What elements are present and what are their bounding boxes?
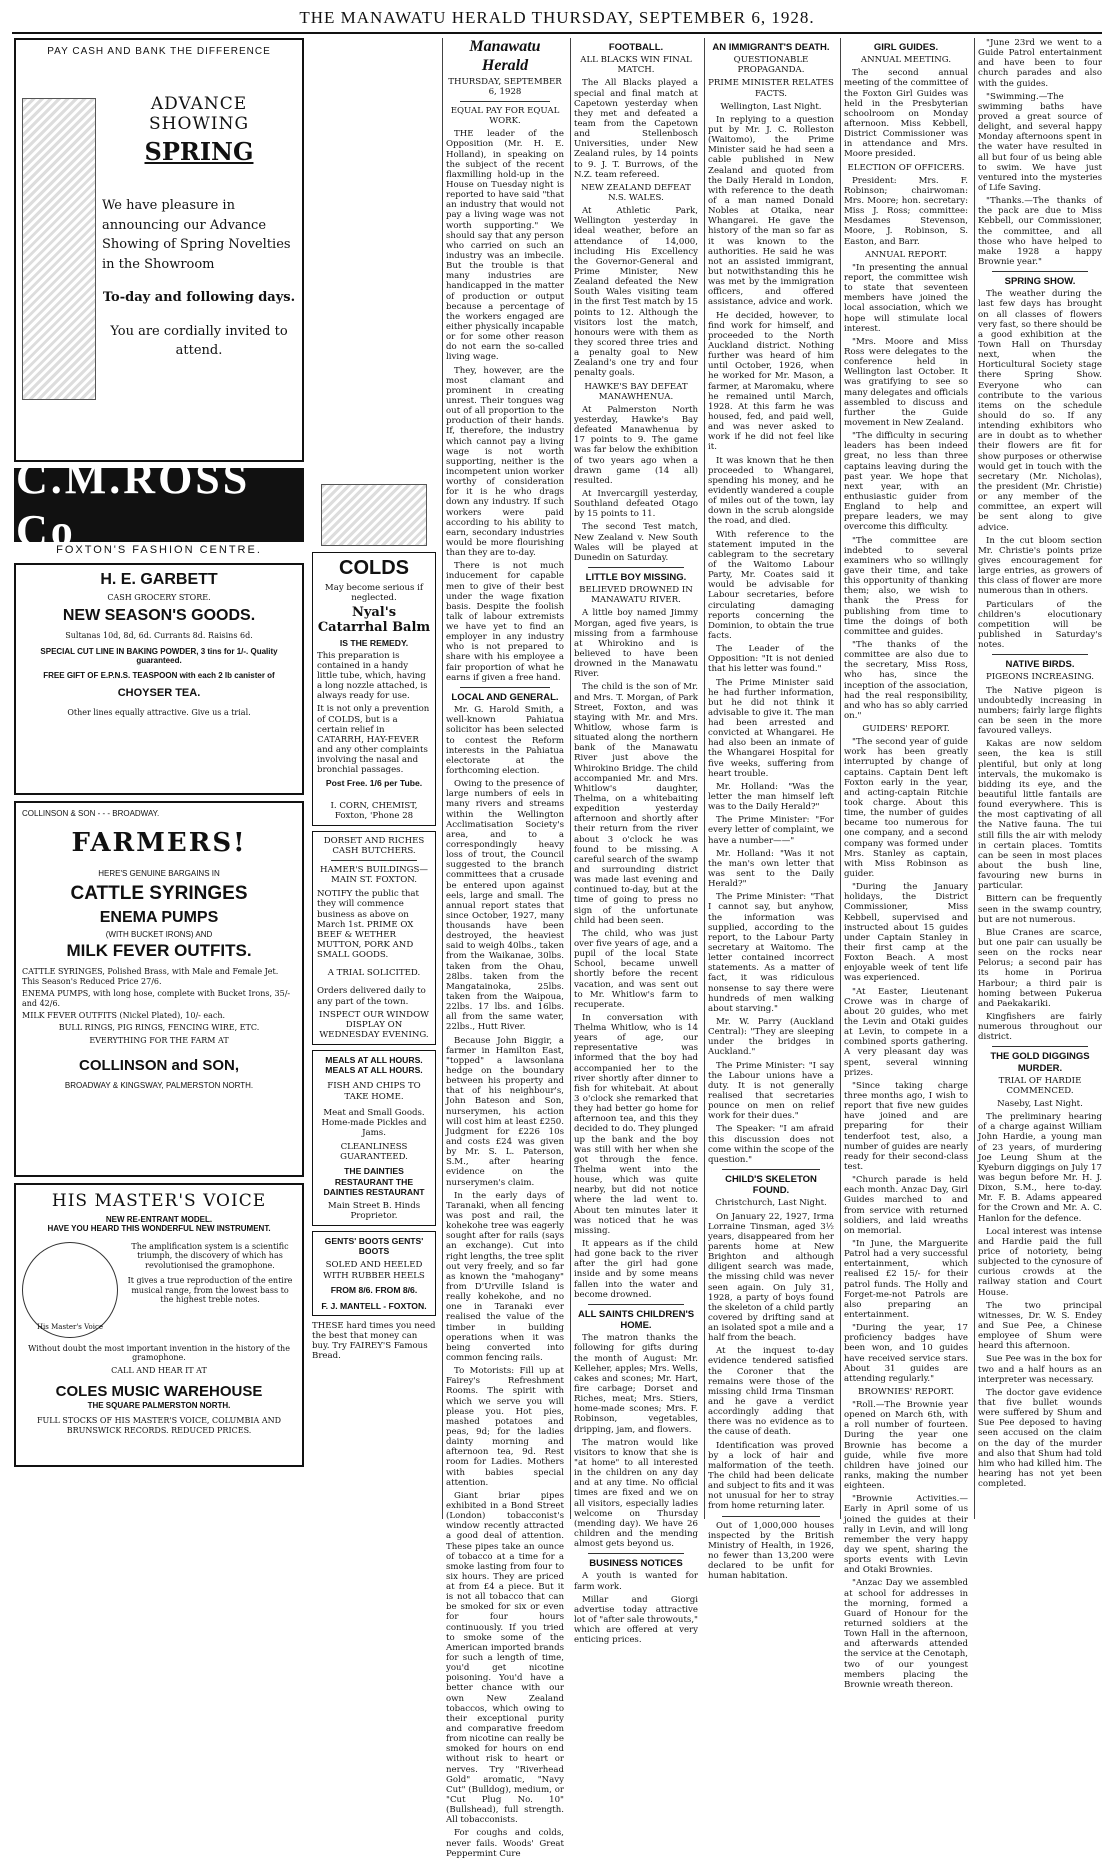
guides-p8: "The second year of guide work has been greatly interrupted by change of captains. Captain Dent left Foxton early in the year, and acting-captain Ritchie took charge. About this time, the number of guides became too numerous for one company, and a second company was formed under Mrs. Stanley as captain, with Miss Robinson as guider. xyxy=(844,737,968,880)
boy-p1: A little boy named Jimmy Morgan, aged five years, is missing from a farmhouse at Whirokino and is believed to have been drowned in the Manawatu River. xyxy=(574,608,698,680)
right-p16: The doctor gave evidence that five bullet wounds were suffered by Shum and Sue Pee deposed to having seen accused on the claim on the day of the murder and also that Shum had told him who had killed him. The hearing has not yet been completed. xyxy=(978,1387,1102,1490)
spring-title: SPRING xyxy=(144,136,254,166)
football-p5: The second Test match, New Zealand v. New South Wales will be played at Dunedin on Saturday. xyxy=(574,522,698,563)
trial-sub: TRIAL OF HARDIE COMMENCED. xyxy=(998,1075,1082,1096)
annual-meeting-sub: ANNUAL MEETING. xyxy=(860,55,952,66)
enema-desc: ENEMA PUMPS, with long hose, complete with Bucket Irons, 35/- and 42/6. xyxy=(22,989,291,1008)
garbett-name: H. E. GARBETT xyxy=(100,570,218,588)
dorset-name: DORSET AND RICHES CASH BUTCHERS. xyxy=(323,835,425,856)
drowned-sub: BELIEVED DROWNED IN MANAWATU RIVER. xyxy=(579,585,693,606)
guides-p14: "During the year, 17 proficiency badges have been won, and 10 guides have received service stars. About 31 guides are attending regularly." xyxy=(844,1323,968,1384)
local-p5: To Motorists: Fill up at Fairey's Refreshment Rooms. The spirit with which we serve you will please you. Hot pies, mashed potatoes and peas, 9d; for the ladies dainty morning and afternoon tea, 9d. Rest room for Ladies. Mothers with babies special attention. xyxy=(446,1366,564,1488)
bull-rings: BULL RINGS, PIG RINGS, FENCING WIRE, ETC. xyxy=(58,1023,260,1033)
business-p1: A youth is wanted for farm work. xyxy=(574,1571,698,1592)
hmv-logo xyxy=(22,1242,118,1338)
guides-p15: "Roll.—The Brownie year opened on March 6th, with a roll number of fourteen. During the year one Brownie has become a guide, while five more children have joined our ranks, making the number eighteen. xyxy=(844,1400,968,1492)
ross-spring-ad xyxy=(14,38,304,462)
other-lines: Other lines equally attractive. Give us a trial. xyxy=(67,707,251,717)
immigrant-p1: In replying to a question put by Mr. J. C. Rolleston (Waitomo), the Prime Minister said he had seen a cable published in New Zealand and quoted from the Daily Herald in London, with reference to the death of a man named Donald Nobles at Otaika, near Whangarei. He gave the history of the man so far as it was known to the authorities. He said he was not an assisted immigrant, but notwithstanding this he was met by the immigration officers, and offered assistance, advice and work. xyxy=(708,114,834,308)
football-p2: At Athletic Park, Wellington yesterday in ideal weather, before an attendance of 14,000, including His Excellency the Governor-General and Prime Minister, New Zealand defeated the New South Wales visiting team in the first Test match by 15 points to 12. Although the visitors lost the match, honours were with them as they scored three tries and a penalty goal to New Zealand's one try and four penalty goals. xyxy=(574,206,698,379)
naseby-dateline: Naseby, Last Night. xyxy=(997,1099,1083,1110)
column-rule xyxy=(570,38,571,1519)
skeleton-p3: Identification was proved by a lock of hair and malformation of the teeth. The child had been delicate and subject to fits and it was not unusual for her to stray from home returning later. xyxy=(708,1440,834,1512)
right-p4: The weather during the last few days has brought on all classes of flowers very fast, so there should be a good exhibition at the Town Hall on Thursday next, when the Horticultural Society stage there Spring Show. Everyone who can contribute to the various items on the schedule should do so. If any intending exhibitors who are in doubt as to whether their flowers are fit for show purposes or otherwise would get in touch with the secretary (Mr. Nicholas), the president (Mr. Christie) or any member of the committee, an expert will be sent along to give advice. xyxy=(978,289,1102,533)
boy-p4: In conversation with Thelma Whitlow, who is 14 years of age, our representative was informed that the boy had accompanied her to the river shortly after dinner to fish for whitebait. At about 3 o'clock she remarked that they had better go home for afternoon tea, and this they decided to do. They plunged up the bank and the boy was still with her when she got through the fence. Thelma went into the house, which was quite nearby, but did not notice where the lad went to. About ten minutes later it was noticed that he was missing. xyxy=(574,1012,698,1236)
dorset-ad xyxy=(312,831,436,1045)
right-p5: In the cut bloom section Mr. Christie's points prize gives encouragement for large entries, as growers of this class of flower are more numerous than in others. xyxy=(978,535,1102,597)
prime-minister-sub: PRIME MINISTER RELATES FACTS. xyxy=(708,78,834,99)
dainties-name: THE DAINTIES RESTAURANT THE DAINTIES RESTAURANT xyxy=(323,1166,425,1197)
hamer-buildings: HAMER'S BUILDINGS—MAIN ST. FOXTON. xyxy=(319,865,429,886)
orders-text: Orders delivered daily to any part of the town. xyxy=(317,986,426,1007)
colds-ad xyxy=(312,552,436,826)
right-p1: "June 23rd we went to a Guide Patrol entertainment and have been to four church parades and also with the guides. xyxy=(978,38,1102,89)
immigrant-p3: It was known that he then proceeded to Whangarei, spending his money, and he evidently wandered a couple of miles out of the town, lay down in the scrub alongside the road, and died. xyxy=(708,455,834,527)
football-heading: FOOTBALL. xyxy=(608,42,664,53)
everything-farm: EVERYTHING FOR THE FARM AT xyxy=(89,1035,229,1045)
right-p7: The Native pigeon is undoubtedly increasing in numbers; fairly large flights can be seen in the more favoured valleys. xyxy=(978,685,1102,737)
skeleton-p2: At the inquest to-day evidence tendered satisfied the Coroner that the remains were those of the missing child Irma Tinsman and he gave a verdict accordingly adding that there was no evidence as to the cause of death. xyxy=(708,1346,834,1438)
full-stocks: FULL STOCKS OF HIS MASTER'S VOICE, COLUMBIA AND BRUNSWICK RECORDS. REDUCED PRICES. xyxy=(36,1416,282,1435)
farmers-heading: FARMERS! xyxy=(71,828,247,859)
sultanas-line: Sultanas 10d, 8d, 6d. Currants 8d. Raisins 6d. xyxy=(65,631,253,641)
column-guides xyxy=(844,38,968,1690)
right-p11: Kingfishers are fairly numerous throughout our district. xyxy=(978,1011,1102,1043)
guides-p13: "In June, the Marguerite Patrol had a very successful entertainment, which realised £2 15/- for their patrol funds. The Holly and Forget-me-not Patrols are also preparing an entertainment. xyxy=(844,1238,968,1320)
housing-p: Out of 1,000,000 houses inspected by the British Ministry of Health, in 1926, no fewer than 13,200 were declared to be unfit for human habitation. xyxy=(708,1520,834,1582)
all-blacks-sub: ALL BLACKS WIN FINAL MATCH. xyxy=(580,55,692,76)
not-only-text: It is not only a prevention of COLDS, but is a certain relief in CATARRH, HAY-FEVER and any other complaints involving the nasal and bronchial passages. xyxy=(317,704,430,776)
prep-text: This preparation is contained in a handy little tube, which, having a long nozzle attached, is always ready for use. xyxy=(317,650,428,702)
guides-p2: President: Mrs. F. Robinson; chairwoman: Mrs. Moore; hon. secretary: Miss J. Ross; committee: Mesdames Stevenson, Moore, J. Robinson, S. Easton, and Barr. xyxy=(844,175,968,247)
trial-solicited: A TRIAL SOLICITED. xyxy=(327,968,421,979)
guides-p1: The second annual meeting of the committee of the Foxton Girl Guides was held in the Presbyterian schoolroom on Monday afternoon. Miss Kebbell, District Commissioner was in attendance and Mrs. Moore presided. xyxy=(844,68,968,160)
column-rule xyxy=(704,38,705,1519)
right-p2: "Swimming.—The swimming baths have proved a great source of delight, and several happy Monday afternoons spent in the water have resulted in all but four of us being able to swim. We have just ventured into the mysteries of Life Saving. xyxy=(978,91,1102,193)
cattle-syringes: CATTLE SYRINGES xyxy=(70,882,248,904)
hawkes-bay-sub: HAWKE'S BAY DEFEAT MANAWHENUA. xyxy=(584,381,688,402)
equal-pay-heading: EQUAL PAY FOR EQUAL WORK. xyxy=(450,106,560,127)
choyser-tea: CHOYSER TEA. xyxy=(117,686,201,699)
true-repro-text: It gives a true reproduction of the entire musical range, from the lowest bass to the highest treble notes. xyxy=(127,1276,293,1305)
foxton-phone: Foxton, 'Phone 28 xyxy=(334,810,414,821)
local-p6: Giant briar pipes exhibited in a Bond Street (London) tobacconist's window recently attracted a good deal of attention. These pipes take an ounce of tobacco at a time for a smoke lasting from four to six hours. They are priced at from £4 a piece. But it is not all tobacco that can be smoked for six or even for four hours continuously. If you tried to smoke some of the American imported brands for such a length of time, you'd get nicotine poisoning. You'd have a better chance with our own New Zealand tobaccos, which owing to their exceptional purity and comparative freedom from nicotine can really be smoked for hours on end without risk to heart or nerves. Try "Riverhead Gold" aromatic, "Navy Cut" (Bulldog), medium, or "Cut Plug No. 10" (Bullshead), full strength. All tobacconists. xyxy=(446,1490,564,1826)
immigrant-p4: With reference to the statement imputed in the cablegram to the secretary of the Waitomo Labour Party, Mr. Coates said it would be advisable for Labour secretaries, before circulating damaging reports concerning the Dominion, to obtain the true facts. xyxy=(708,529,834,641)
immigrant-p11: Mr. W. Parry (Auckland Central): "They are sleeping under the bridges in Auckland." xyxy=(708,1017,834,1058)
right-p6: Particulars of the children's elocutionary competition will be published in Saturday's notes. xyxy=(978,599,1102,651)
guides-p7: "The thanks of the committee are also due to the secretary, Miss Ross, who has, since the inception of the association, had the real responsibility, and who has so ably carried on." xyxy=(844,639,968,721)
mantell-ad xyxy=(312,1231,436,1316)
fish-chips: FISH AND CHIPS TO TAKE HOME. xyxy=(327,1081,421,1102)
column-ads-left xyxy=(14,38,304,1519)
call-and-hear: CALL AND HEAR IT AT xyxy=(111,1365,207,1375)
coughing-man-illustration xyxy=(321,484,427,546)
hmv-ad xyxy=(14,1183,304,1467)
editorial-p3: There is not much inducement for capable men to give of their best under the wage fixation basis. Despite the foolish talk of labour extremists we have yet to find an employer in any industry who is not prepared to share with his employee a fair proportion of what he earns if given a free hand. xyxy=(446,561,564,683)
column-rule xyxy=(974,38,975,1519)
all-saints-heading: ALL SAINTS CHILDREN'S HOME. xyxy=(577,1308,695,1332)
milk-desc: MILK FEVER OUTFITS (Nickel Plated), 10/- each. xyxy=(22,1011,226,1021)
skeleton-p1: On January 22, 1927, Irma Lorraine Tinsman, aged 3½ years, disappeared from her parents home at New Brighton and although diligent search was made, the missing child was never seen again. On July 31, 1928, a party of boys found the skeleton of a child partly covered by drifting sand at an isolated spot a mile and a half from the beach. xyxy=(708,1211,834,1344)
column-football xyxy=(574,38,698,1646)
football-p4: At Invercargill yesterday, Southland defeated Otago by 15 points to 11. xyxy=(574,488,698,520)
editorial-p1: THE leader of the Opposition (Mr. H. E. Holland), in speaking on the subject of the recent flaxmilling hold-up in the House on Tuesday night is reported to have said "that an industry that would not pay a living wage was not worth supporting." We should say that any person who carried on such an industry was an imbecile. But the trouble is that many industries are handicapped in the matter of production or output because a percentage of the workers engaged are either physically incapable or for some other reason do not earn the so-called living wage. xyxy=(446,129,564,363)
immigrant-p12: The Prime Minister: "I say the Labour unions have a duty. It is not generally realised that secretaries pounce on men on relief work for their dues." xyxy=(708,1060,834,1122)
baking-powder-line: SPECIAL CUT LINE IN BAKING POWDER, 3 tins for 1/-. Quality guaranteed. xyxy=(40,646,278,666)
coles-warehouse: COLES MUSIC WAREHOUSE xyxy=(55,1383,263,1401)
ross-logo: C.M.ROSS Co xyxy=(16,454,251,555)
local-p2: Owing to the presence of large numbers of eels in many rivers and streams within the Wellington Acclimatisation Society's area, and to a correspondingly heavy loss of trout, the Council suggested to the branch committees that a crusade be entered upon against eels, large and small. The annual report states that since October, 1927, many thousands have been destroyed, the heaviest said to weigh 40lbs., taken from the Waikanae, 30lbs. taken from the Ohau, 28lbs. taken from the Mangatainoka, 25lbs. taken from the Waipoua, 22lbs. 17 lbs. and 16lbs. all from the same water, 22lbs., Hutt River. xyxy=(446,779,564,1033)
guiders-report-sub: GUIDERS' REPORT. xyxy=(862,724,950,735)
collinson-big: COLLINSON and SON, xyxy=(78,1057,239,1075)
column-right xyxy=(978,38,1102,1519)
local-p3: Because John Biggir, a farmer in Hamilton East, "topped" a lawsonlana hedge on the boundary between his property and that of his neighbour's, John Bateson and Son, nurserymen, his action will cost him at least £250. Judgment for £226 10s and costs £24 was given by Mr. S. L. Paterson, S.M., after hearing evidence on the nurserymen's claim. xyxy=(446,1035,564,1188)
native-birds-heading: NATIVE BIRDS. xyxy=(1005,659,1075,671)
local-p4: In the early days of Taranaki, when all fencing was post and rail, the kohekohe tree was eagerly sought after for rails (says an exchange). Cut into right lengths, the tree split out very freely, and so far as known the "mahogany" from D'Urville Island is really kohekohe, and no one in Taranaki ever realised the value of the timber in building operations when it was being converted into common fencing rails. xyxy=(446,1190,564,1363)
corn-chemist: I. CORN, CHEMIST, xyxy=(330,800,418,811)
skeleton-dateline: Christchurch, Last Night. xyxy=(715,1198,827,1209)
column-immigrant xyxy=(708,38,834,1582)
mantell-name: F. J. MANTELL - FOXTON. xyxy=(321,1300,427,1311)
election-sub: ELECTION OF OFFICERS. xyxy=(847,162,965,173)
colds-heading: COLDS xyxy=(339,557,409,579)
guides-p11: "Since taking charge three months ago, I wish to report that five new guides have joined and are preparing for their tenderfoot test, also, a number of guides are nearly ready for their second-class test. xyxy=(844,1080,968,1172)
have-you-heard: HAVE YOU HEARD THIS WONDERFUL NEW INSTRUMENT. xyxy=(47,1224,271,1234)
saints-p1: The matron thanks the following for gifts during the month of August: Mr. Kelleher, apples; Mrs. Wells, cakes and scones; Mr. Hart, fire carbage; Dorset and Riches, meat; Mrs. Stiers, home-made scones; Mrs. F. Robinson, vegetables, dripping, jam, and flowers. xyxy=(574,1333,698,1435)
is-remedy: IS THE REMEDY. xyxy=(339,637,409,648)
column-editorial xyxy=(446,38,564,1859)
soled-heeled: SOLED AND HEELED WITH RUBBER HEELS xyxy=(323,1260,425,1281)
notify-text: NOTIFY the public that they will commence business as above on March 1st. PRIME OX BEEF & WETHER MUTTON, PORK AND SMALL GOODS. xyxy=(317,889,420,961)
skeleton-heading: CHILD'S SKELETON FOUND. xyxy=(725,1173,817,1197)
immigrant-p7: Mr. Holland: "Was the letter the man himself left was to the Daily Herald?" xyxy=(708,781,834,813)
spring-show-heading: SPRING SHOW. xyxy=(1004,276,1076,288)
guides-p9: "During the January holidays, the District Commissioner, Miss Kebbell, supervised and instructed about 15 guides under Captain Stanley in their first camp at the Foxton Beach. A most enjoyable week of tent life was experienced. xyxy=(844,882,968,984)
teaspoon-line: FREE GIFT OF E.P.N.S. TEASPOON with each 2 lb canister of xyxy=(43,671,275,681)
editorial-p2: They, however, are the most clamant and prominent in creating unrest. Their tongues wag out of all proportion to the production of their hands. If, therefore, the industry which cannot pay a living wage is not worth supporting, neither is the incompetent union worker worthy of consideration for it is he who drags down any industry. If such workers were paid according to his ability to earn, secondary industries would be more flourishing than they are to-day. xyxy=(446,365,564,559)
football-p1: The All Blacks played a special and final match at Capetown yesterday when they met and defeated a team from the Capetown and Stellenbosch Universities, under New Zealand rules, by 14 points to 9. J. T. Burrows, of the N.Z. team refereed. xyxy=(574,78,698,180)
fashion-figure-illustration xyxy=(22,98,96,400)
masthead-rule xyxy=(12,32,1102,34)
without-doubt: Without doubt the most important invention in the history of the gramophone. xyxy=(28,1343,290,1363)
immigrant-p8: The Prime Minister: "For every letter of complaint, we have a number——" xyxy=(708,815,834,846)
immigrant-dateline: Wellington, Last Night. xyxy=(720,101,822,112)
right-p14: The two principal witnesses, Dr. W. S. Endey and Sue Pee, a Chinese employee of Shum were heard this afternoon. xyxy=(978,1300,1102,1352)
the-square: THE SQUARE PALMERSTON NORTH. xyxy=(87,1400,231,1410)
saints-p2: The matron would like visitors to know that she is "at home" to all interested in the children on any day and at any time. No official times are fixed and we on all visitors, especially ladies welcome on Thursday (mending day). We have 26 children and the mending almost gets beyond us. xyxy=(574,1437,698,1550)
may-become: May become serious if neglected. xyxy=(324,582,424,603)
boy-p2: The child is the son of Mr. and Mrs. T. Morgan, of Park Street, Foxton, and was staying with Mr. and Mrs. Whitlow, whose farm is situated along the northern bank of the Manawatu River just above the Whirokino Bridge. The child accompanied Mr. and Mrs. Whitlow's daughter, Thelma, on a whitebaiting expedition yesterday afternoon and shortly after their return from the river about 3 o'clock he was found to be missing. A careful search of the swamp and surrounding district was made last evening and continued to-day, but at the time of going to press no sign of the unfortunate child had been seen. xyxy=(574,682,698,926)
meals-text: MEALS AT ALL HOURS. MEALS AT ALL HOURS. xyxy=(325,1055,423,1076)
hmv-logo-text: His Master's Voice xyxy=(36,1322,104,1331)
guides-p3: "In presenting the annual report, the committee wish to state that seventeen members have joined the local association, which we hope will stimulate local interest. xyxy=(844,262,968,334)
guides-p4: "Mrs. Moore and Miss Ross were delegates to the conference held in Wellington last October. It was gratifying to see so many delegates and officials assembled to discuss and further the Guide movement in New Zealand. xyxy=(844,336,968,428)
annual-report-sub: ANNUAL REPORT. xyxy=(865,249,947,260)
post-free: Post Free. 1/6 per Tube. xyxy=(325,778,423,789)
nyals-balm: Nyal's Catarrhal Balm xyxy=(317,604,431,636)
business-notices-heading: BUSINESS NOTICES xyxy=(589,1558,683,1570)
local-p7: For coughs and colds, never fails. Woods' Great Peppermint Cure xyxy=(446,1828,564,1859)
milk-fever-outfits: MILK FEVER OUTFITS. xyxy=(66,941,252,961)
right-p3: "Thanks.—The thanks of the pack are due to Miss Kebbell, our Commissioner, the committee, and all those who have helped to make 1928 a happy Brownie year." xyxy=(978,196,1102,267)
invited-text: You are cordially invited to attend. xyxy=(110,323,288,359)
collinson-ad xyxy=(14,801,304,1177)
guides-p5: "The difficulty in securing leaders has been indeed great, no less than three captains leaving during the past year. We hope that next year, with an enthusiastic guider from England to help and prepare leaders, we may overcome this difficulty. xyxy=(844,431,968,533)
right-p10: Blue Cranes are scarce, but one pair can usually be seen on the rocks near Pelorus; a second pair has its home in Porirua Harbour; a third pair is homing between Pukerua and Paekakariki. xyxy=(978,927,1102,1009)
gents-boots: GENTS' BOOTS GENTS' BOOTS xyxy=(324,1236,424,1257)
immigrant-p13: The Speaker: "I am afraid this discussion does not come within the scope of the question." xyxy=(708,1124,834,1165)
immigrant-p2: He decided, however, to find work for himself, and proceeded to the North Auckland district. Nothing further was heard of him until October, 1926, when he worked for Mr. Mason, a farmer, at Maromaku, where he remained until March, 1928. At this farm he was housed, fed, and paid well, and was never asked to work if he did not feel like it. xyxy=(708,310,834,453)
meat-pickles: Meat and Small Goods. Home-made Pickles and Jams. xyxy=(321,1107,427,1139)
pleasure-text: We have pleasure in announcing our Advance Showing of Spring Novelties in the Showroom xyxy=(102,198,291,272)
garbett-ad xyxy=(14,563,304,795)
immigrant-heading: AN IMMIGRANT'S DEATH. xyxy=(712,42,830,53)
boy-p3: The child, who was just over five years of age, and a pupil of the local State School, became unwell shortly before the recent vacation, and was sent out to Mr. Whitlow's farm to recuperate. xyxy=(574,928,698,1010)
cash-grocery: CASH GROCERY STORE. xyxy=(107,592,211,602)
column-rule xyxy=(442,38,443,1519)
fashion-centre: FOXTON'S FASHION CENTRE. xyxy=(56,544,262,556)
genuine-bargains: HERE'S GENUINE BARGAINS IN xyxy=(98,869,220,879)
dainties-ad xyxy=(312,1050,436,1226)
gold-murder-heading: THE GOLD DIGGINGS MURDER. xyxy=(990,1051,1090,1074)
hmv-heading: HIS MASTER'S VOICE xyxy=(51,1190,267,1211)
guides-p12: "Church parade is held each month. Anzac Day, Girl Guides marched to and from service with returned soldiers, and laid wreaths on memorial. xyxy=(844,1175,968,1236)
masthead: THE MANAWATU HERALD THURSDAY, SEPTEMBER 6, 1928. xyxy=(299,8,815,27)
column-ads-mid xyxy=(312,478,436,1519)
collinson-top: COLLINSON & SON - - - BROADWAY. xyxy=(22,808,160,818)
guides-p16: "Brownie Activities.—Early in April some of us joined the guides at their rally in Levin, and will long remember the very happy day we spent, sharing the sports events with Levin and Otaki Brownies. xyxy=(844,1494,968,1576)
enema-pumps: ENEMA PUMPS xyxy=(99,908,219,926)
local-p1: Mr. G. Harold Smith, a well-known Pahiatua solicitor has been selected to contest the Reform interests in the Pahiatua electorate at the forthcoming election. xyxy=(446,705,564,776)
re-entrant: NEW RE-ENTRANT MODEL. xyxy=(105,1215,213,1225)
pigeons-sub: PIGEONS INCREASING. xyxy=(985,672,1095,683)
herald-title: Manawatu Herald xyxy=(469,38,541,74)
main-street: Main Street B. Hinds Proprietor. xyxy=(327,1200,421,1221)
nz-defeat-sub: NEW ZEALAND DEFEAT N.S. WALES. xyxy=(581,182,691,204)
cleanliness: CLEANLINESS GUARANTEED. xyxy=(340,1142,408,1163)
cattle-desc: CATTLE SYRINGES, Polished Brass, with Male and Female Jet. This Season's Reduced Price 27/6. xyxy=(22,967,279,986)
new-season-goods: NEW SEASON'S GOODS. xyxy=(62,607,256,625)
immigrant-p10: The Prime Minister: "That I cannot say, but anyhow, the information was supplied, according to the report, to the Labour Party secretary at Waitomo. The letter contained incorrect statements. As a matter of fact, it was ridiculous nonsense to say there were hundreds of men walking about starving." xyxy=(708,892,834,1014)
brownies-report-sub: BROWNIES' REPORT. xyxy=(858,1386,954,1397)
from-price: FROM 8/6. FROM 8/6. xyxy=(330,1284,418,1295)
girl-guides-heading: GIRL GUIDES. xyxy=(873,42,939,53)
broadway-line: BROADWAY & KINGSWAY, PALMERSTON NORTH. xyxy=(64,1081,254,1091)
business-p2: Millar and Giorgi advertise today attractive lot of "after sale throwouts," which are offered at very enticing prices. xyxy=(574,1594,698,1646)
guides-p17: "Anzac Day we assembled at school for addresses in the morning, formed a Guard of Honour for the returned soldiers at the Town Hall in the afternoon, and afterwards attended the service at the Cenotaph, two of our youngest members placing the Brownie wreath thereon. xyxy=(844,1578,968,1690)
little-boy-heading: LITTLE BOY MISSING. xyxy=(585,571,687,583)
propaganda-sub: QUESTIONABLE PROPAGANDA. xyxy=(733,55,809,76)
football-p3: At Palmerston North yesterday, Hawke's Bay defeated Manawhenua by 17 points to 9. The game was far below the exhibition of two years ago when a drawn game (14 all) resulted. xyxy=(574,404,698,486)
herald-date: THURSDAY, SEPTEMBER 6, 1928 xyxy=(448,76,562,97)
pay-cash-line: PAY CASH AND BANK THE DIFFERENCE xyxy=(47,46,271,57)
hard-times-text: THESE hard times you need the best that money can buy. Try FAIREY'S Famous Bread. xyxy=(312,1320,436,1362)
right-p15: Sue Pee was in the box for two and a half hours as an interpreter was necessary. xyxy=(978,1354,1102,1385)
right-p9: Bittern can be frequently seen in the swamp country, but are not numerous. xyxy=(978,894,1102,925)
advance-showing-title: ADVANCE SHOWING xyxy=(148,93,250,134)
amplification-text: The amplification system is a scientific triumph, the discovery of which has revolutionised the gramophone. xyxy=(131,1241,289,1270)
column-rule xyxy=(840,38,841,1519)
today-text: To-day and following days. xyxy=(102,290,296,306)
right-p12: The preliminary hearing of a charge against William John Hardie, a young man of 23 years, of murdering Joe Leung Shum at the Kyeburn diggings on July 17 was begun before Mr. H. J. Dixon, S.M., here to-day. Mr. F. B. Adams appeared for the Crown and Mr. A. C. Hanlon for the defence. xyxy=(978,1112,1102,1224)
guides-p10: "At Easter, Lieutenant Crowe was in charge of about 20 guides, who met the Levin and Otaki guides at Levin, to compete in a combined sports gathering. A very pleasant day was spent, several winning prizes. xyxy=(844,986,968,1078)
right-p8: Kakas are now seldom seen, the kea is still plentiful, but only at long intervals, the mukomako is bidding its eye, and the beautiful little fantails are found everywhere. This is the most captivating of all the Native fauna. The tui still fills the air with melody in certain places. Tomtits can be seen in most places about the bush line, favouring new burns in particular. xyxy=(978,739,1102,892)
immigrant-p5: The Leader of the Opposition: "It is not denied that his letter was found." xyxy=(708,644,834,675)
immigrant-p6: The Prime Minister said he had further information, but he did not think it advisable to give it. The man had been arrested and convicted at Whangarei. He had also been an inmate of the Whangarei Hospital for five weeks, suffering from heart trouble. xyxy=(708,677,834,779)
guides-p6: "The committee are indebted to several examiners who so willingly gave their time, and take this opportunity of thanking them; also, we wish to thank the Press for publishing from time to time the doings of both committee and guides. xyxy=(844,535,968,637)
inspect-text: INSPECT OUR WINDOW DISPLAY ON WEDNESDAY EVENING. xyxy=(319,1009,429,1041)
boy-p5: It appears as if the child had gone back to the river after the girl had gone inside and by some means fallen into the water and become drowned. xyxy=(574,1239,698,1300)
right-p13: Local interest was intense and Hardie paid the full price of notoriety, being subjected to the cynosure of curious crowds at the railway station and Court House. xyxy=(978,1226,1102,1298)
with-bucket: (WITH BUCKET IRONS) AND xyxy=(105,929,213,939)
local-general-heading: LOCAL AND GENERAL. xyxy=(451,691,559,703)
immigrant-p9: Mr. Holland: "Was it not the man's own letter that was sent to the Daily Herald?" xyxy=(708,848,834,890)
